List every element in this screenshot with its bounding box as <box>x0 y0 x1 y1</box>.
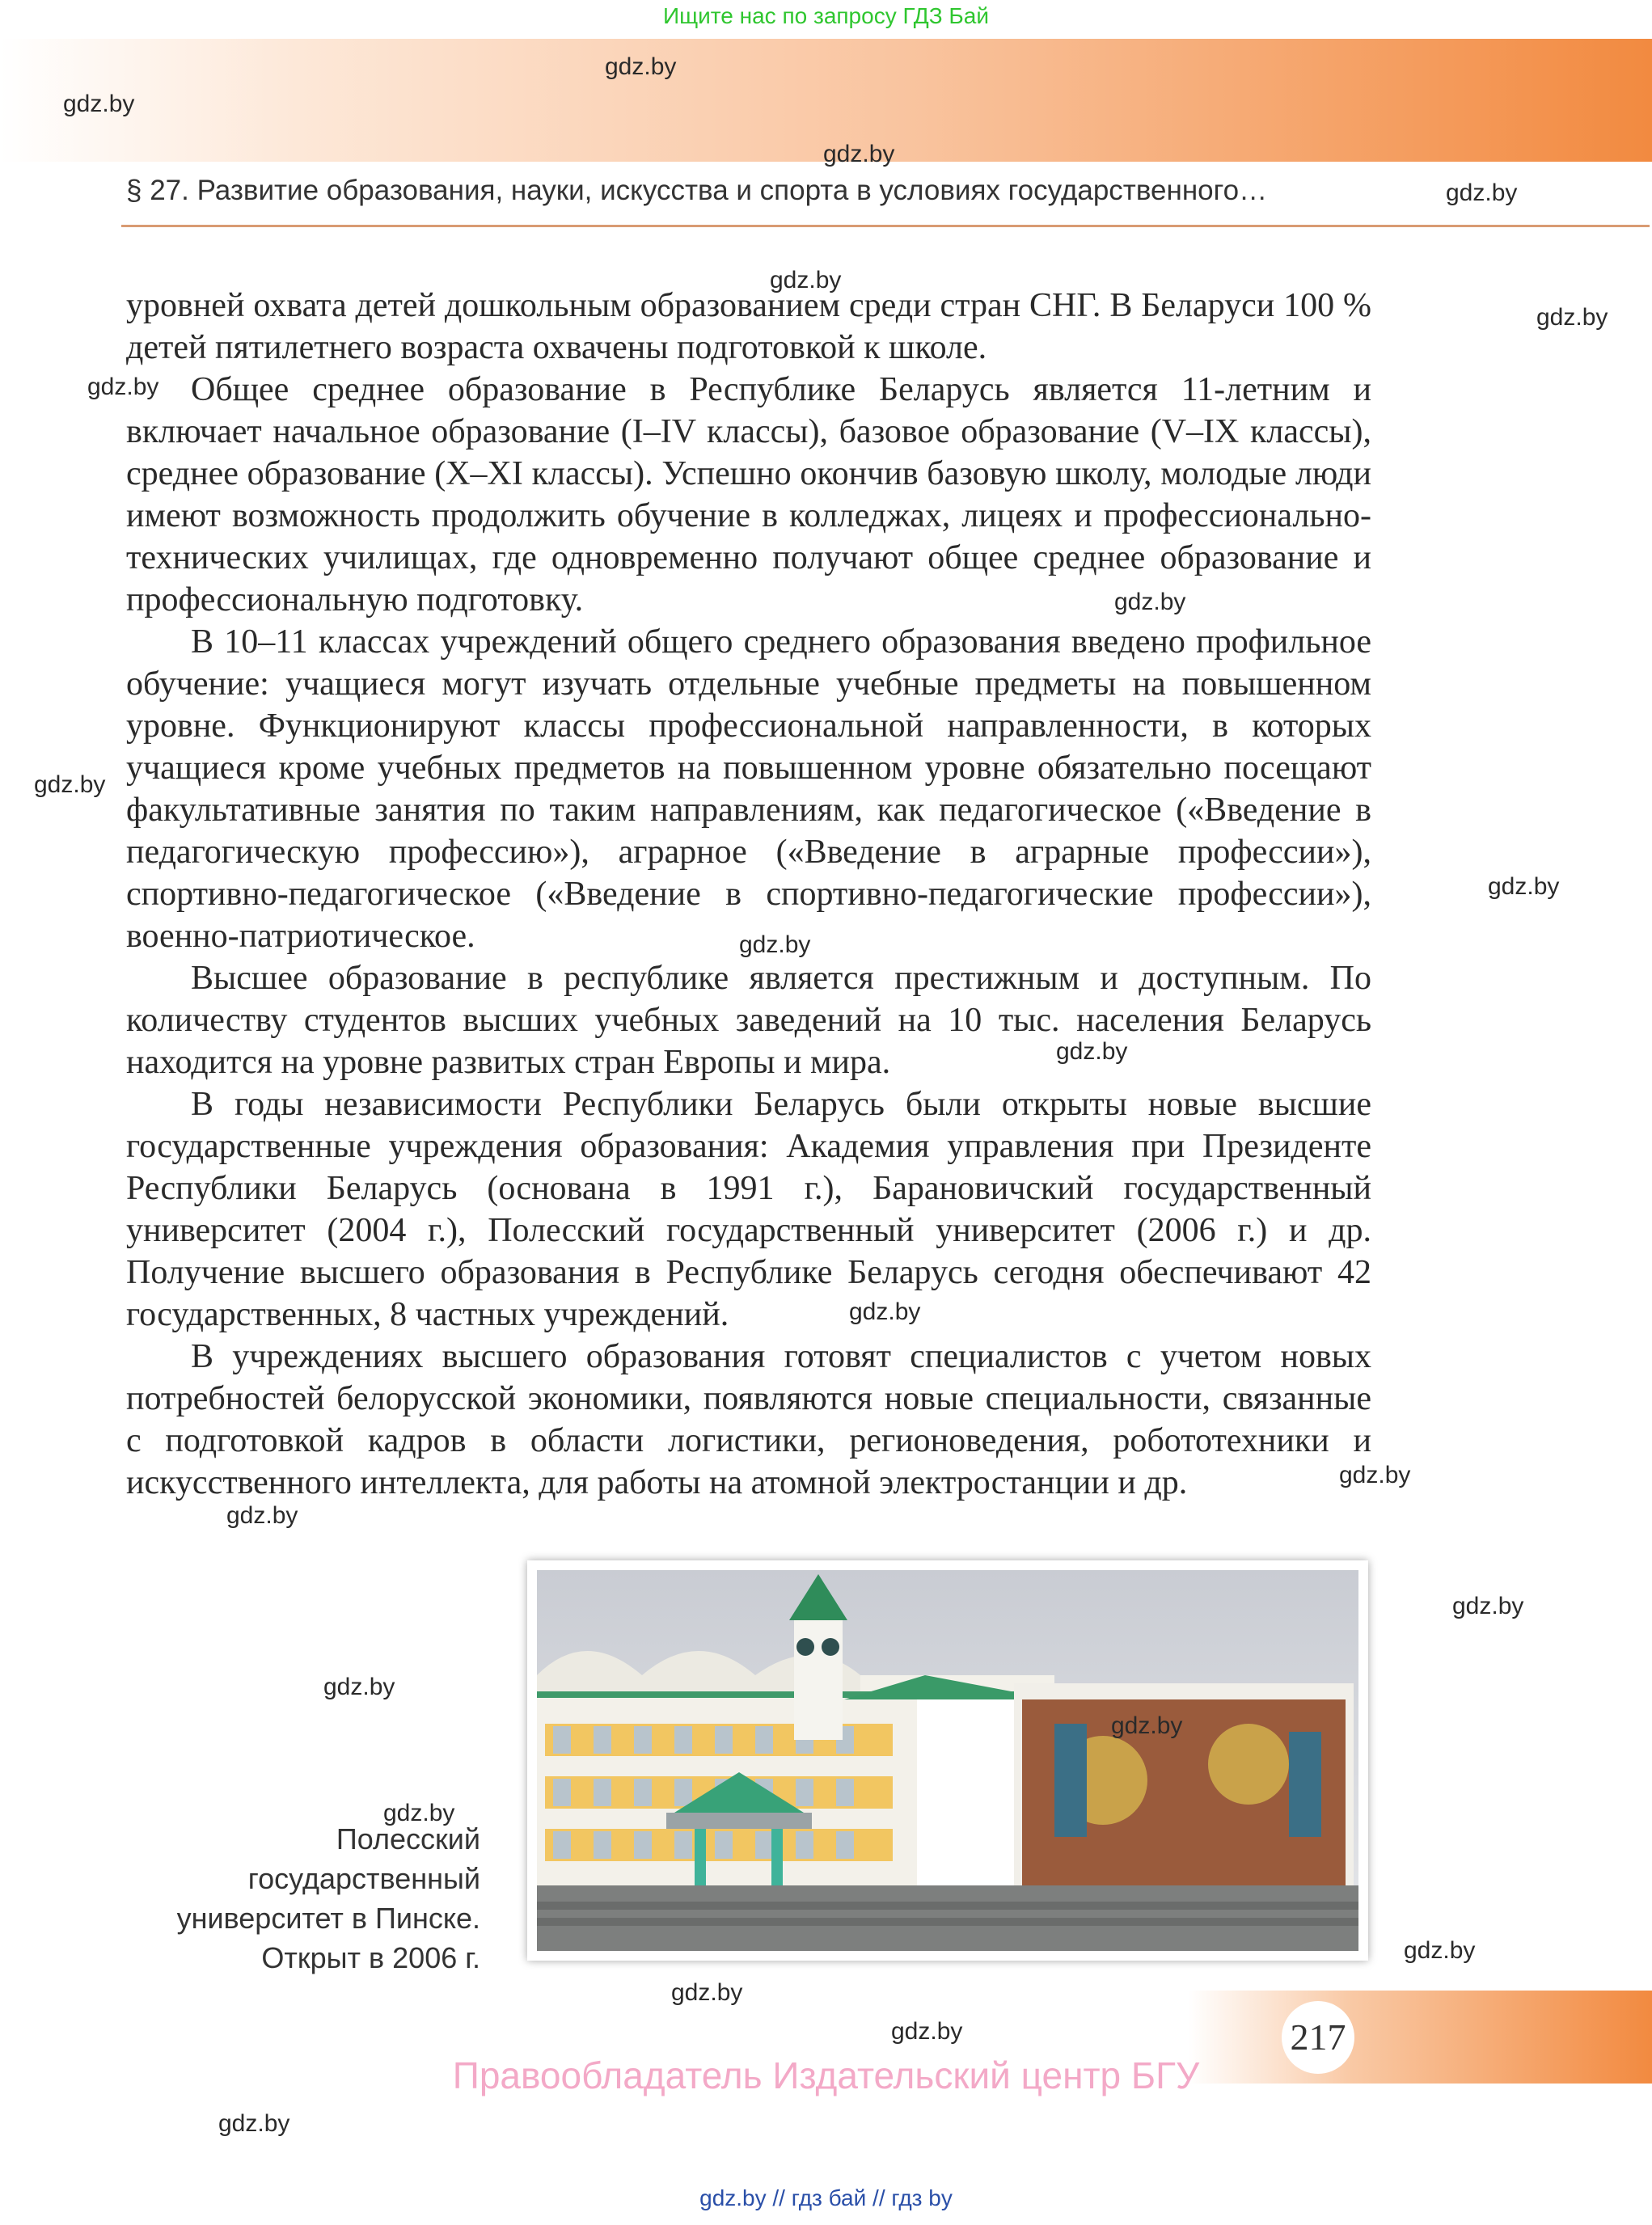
watermark: gdz.by <box>323 1674 395 1700</box>
paragraph: В учреждениях высшего образования готовят специалистов с учетом новых потребностей белорусской экономики, появляются новые специальности, связанные с подготовкой кадров в области логистики, регионоведения, робототехники и искусственного интеллекта, для работы на атомной электростанции и др. <box>126 1338 1371 1501</box>
paragraph: уровней охвата детей дошкольным образованием среди стран СНГ. В Беларуси 100 % детей пятилетнего возраста охвачены подготовкой к школе. <box>126 287 1371 366</box>
watermark: gdz.by <box>1114 589 1186 615</box>
watermark: gdz.by <box>739 931 811 958</box>
watermark: gdz.by <box>1111 1712 1183 1739</box>
body-text <box>126 285 1371 1504</box>
footer-links[interactable]: gdz.by // гдз бай // гдз by <box>699 2185 953 2210</box>
section-title: § 27. Развитие образования, науки, искусства и спорта в условиях государственного… <box>126 175 1268 206</box>
page-number: 217 <box>1282 2001 1354 2074</box>
top-search-link[interactable]: Ищите нас по запросу ГДЗ Бай <box>662 3 990 28</box>
watermark: gdz.by <box>1488 873 1560 900</box>
paragraph: В годы независимости Республики Беларусь были открыты новые высшие государственные учреждения образования: Академия управления при Президенте Республики Беларусь (основана в 1991 г.), Барановичский государственный университет (2004 г.), Полесский государственный университет (2006 г.) и др. Получение высшего образования в Республике Беларусь сегодня обеспечивают 42 государственных, 8 частных учреждений. <box>126 1086 1371 1333</box>
copyright-notice: Правообладатель Издательский центр БГУ <box>452 2054 1200 2096</box>
watermark: gdz.by <box>383 1800 455 1826</box>
caption-line: Открыт в 2006 г. <box>261 1941 480 1974</box>
watermark: gdz.by <box>34 771 106 798</box>
caption-line: государственный <box>247 1862 480 1895</box>
watermark: gdz.by <box>1446 179 1518 206</box>
caption-line: университет в Пинске. <box>176 1902 480 1935</box>
watermark: gdz.by <box>226 1502 298 1529</box>
watermark: gdz.by <box>1339 1462 1411 1488</box>
watermark: gdz.by <box>891 2018 963 2045</box>
caption-line: Полесский <box>336 1822 480 1856</box>
watermark: gdz.by <box>218 2110 290 2137</box>
paragraph: В 10–11 классах учреждений общего среднего образования введено профильное обучение: учащиеся могут изучать отдельные учебные предметы на повышенном уровне. Функционируют классы профессиональной направленности, в которых учащиеся кроме учебных предметов на повышенном уровне обязательно посещают факультативные занятия по таким направлениям, как педагогическое («Введение в педагогическую профессию»), аграрное («Введение в аграрные профессии»), спортивно-педагогическое («Введение в спортивно-педагогические профессии»), военно-патриотическое. <box>126 623 1371 955</box>
paragraph: Высшее образование в республике является престижным и доступным. По количеству студентов высших учебных заведений на 10 тыс. населения Беларусь находится на уровне развитых стран Европы и мира. <box>126 960 1371 1081</box>
watermark: gdz.by <box>87 374 159 400</box>
watermark: gdz.by <box>849 1298 921 1325</box>
university-photo <box>527 1560 1368 1961</box>
watermark: gdz.by <box>1056 1038 1128 1065</box>
photo-caption <box>97 1819 480 1978</box>
watermark: gdz.by <box>1536 304 1608 331</box>
watermark: gdz.by <box>823 141 895 167</box>
watermark: gdz.by <box>605 53 677 80</box>
building-illustration <box>537 1570 1358 1951</box>
watermark: gdz.by <box>770 267 842 293</box>
paragraph: Общее среднее образование в Республике Беларусь является 11-летним и включает начальное образование (I–IV классы), базовое образование (V–IX классы), среднее образование (X–XI классы). Успешно окончив базовую школу, молодые люди имеют возможность продолжить обучение в колледжах, лицеях и профессионально-технических училищах, где одновременно получают общее среднее образование и профессиональную подготовку. <box>126 371 1371 619</box>
watermark: gdz.by <box>1404 1937 1476 1964</box>
watermark: gdz.by <box>1452 1593 1524 1619</box>
watermark: gdz.by <box>671 1979 743 2006</box>
watermark: gdz.by <box>63 91 135 117</box>
header-divider <box>121 225 1650 227</box>
